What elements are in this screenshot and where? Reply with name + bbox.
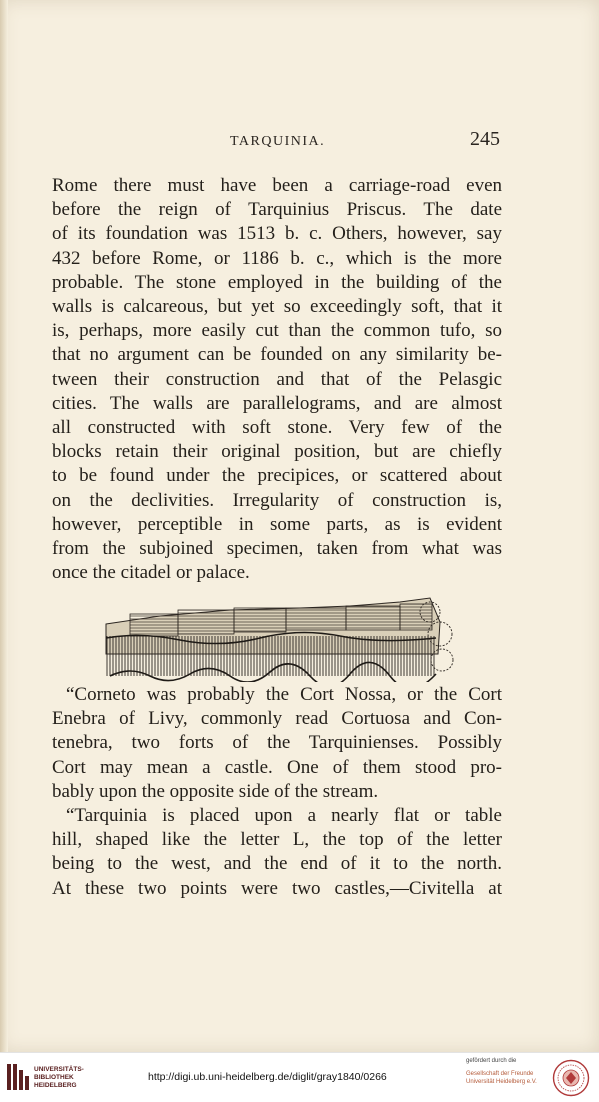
text-line: from the subjoined specimen, taken from what was — [52, 538, 502, 560]
text-line: of its foundation was 1513 b. c. Others, however, say — [52, 223, 502, 245]
body-text-bottom — [52, 683, 502, 901]
wall-engraving-icon — [100, 594, 456, 682]
text-line: once the citadel or palace. — [52, 562, 250, 584]
text-line: 432 before Rome, or 1186 b. c., which is the more — [52, 247, 502, 269]
text-line: “Tarquinia is placed upon a nearly flat or table — [66, 805, 502, 827]
text-line: however, perceptible in some parts, as is evident — [52, 513, 502, 535]
text-line: At these two points were two castles,—Civitella at — [52, 877, 502, 899]
text-line: “Corneto was probably the Cort Nossa, or the Cort — [66, 684, 502, 705]
text-line: tween their construction and that of the Pelasgic — [52, 368, 502, 390]
library-line: UNIVERSITÄTS- — [34, 1066, 84, 1073]
library-line: HEIDELBERG — [34, 1082, 77, 1089]
running-title: TARQUINIA. — [230, 134, 326, 149]
text-line: Enebra of Livy, commonly read Cortuosa and Con- — [52, 708, 502, 730]
library-name — [34, 1066, 84, 1090]
text-line: on the declivities. Irregularity of construction is, — [52, 489, 502, 511]
seal-icon — [552, 1059, 590, 1097]
text-line: blocks retain their original position, but are chiefly — [52, 441, 502, 463]
body-text-top — [52, 174, 502, 585]
text-line: Cort may mean a castle. One of them stood pro- — [52, 756, 502, 778]
funding-caption: gefördert durch die — [466, 1058, 517, 1064]
text-line: bably upon the opposite side of the stream. — [52, 780, 379, 802]
text-line: to be found under the precipices, or scattered about — [52, 465, 502, 487]
text-line: hill, shaped like the letter L, the top of the letter — [52, 829, 502, 851]
funding-org-line: Universität Heidelberg e.V. — [466, 1079, 537, 1085]
text-line: walls is calcareous, but yet so exceedingly soft, that it — [52, 296, 502, 318]
funding-org[interactable] — [466, 1070, 537, 1086]
page-number: 245 — [470, 128, 500, 150]
funding-org-line: Gesellschaft der Freunde — [466, 1071, 534, 1077]
text-line: probable. The stone employed in the building of the — [52, 271, 502, 293]
text-line: tenebra, two forts of the Tarquinienses. Possibly — [52, 732, 502, 754]
text-line: all constructed with soft stone. Very few of the — [52, 417, 502, 439]
ub-logo-icon — [6, 1062, 32, 1092]
library-line: BIBLIOTHEK — [34, 1074, 74, 1081]
text-line: being to the west, and the end of it to the north. — [52, 853, 502, 875]
text-line: cities. The walls are parallelograms, and are almost — [52, 392, 502, 414]
text-line: is, perhaps, more easily cut than the common tufo, so — [52, 320, 502, 342]
text-line: before the reign of Tarquinius Priscus. The date — [52, 199, 502, 221]
running-head — [50, 128, 500, 158]
text-line: that no argument can be founded on any similarity be- — [52, 344, 502, 366]
text-line: Rome there must have been a carriage-road even — [52, 175, 502, 196]
permalink-url[interactable]: http://digi.ub.uni-heidelberg.de/diglit/gray1840/0266 — [148, 1071, 387, 1083]
page-edge-shading — [0, 0, 8, 1052]
